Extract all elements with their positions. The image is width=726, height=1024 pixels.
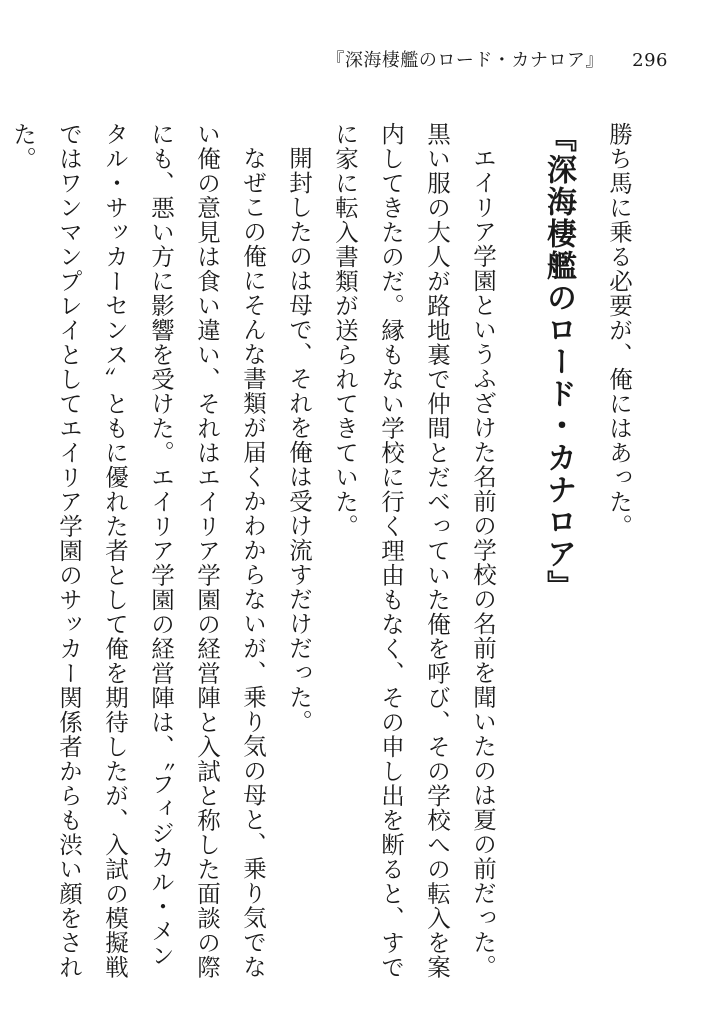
paragraph: エイリア学園というふざけた名前の学校の名前を聞いたのは夏の前だった。黒い服の大人が路地裏で仲間とだべっていた俺を呼び、その学校への転入を案内してきたのだ。縁もない学校に行く理由もなく、その申し出を断ると、すでに家に転入書類が送られてきていた。 (331, 122, 497, 980)
paragraph: なぜこの俺にそんな書類が届くかわからないが、乗り気の母と、乗り気でない俺の意見は食い違い、それはエイリア学園の経営陣と入試と称した面談の際にも、悪い方に影響を受けた。エイリア学園の経営陣は、〝フィジカル・メンタル・サッカーセンス〟ともに優れた者として俺を期待したが、入試の模擬戦ではワンマンプレイとしてエイリア学園のサッカー関係者からも渋い顔をされた。 (9, 122, 267, 980)
opening-line: 勝ち馬に乗る必要が、俺にはあった。 (605, 122, 633, 539)
chapter-title: 『深海棲艦のロード・カナロア』 (541, 122, 576, 602)
vertical-body-text (9, 122, 642, 982)
page-number: 296 (632, 50, 668, 71)
running-header (326, 46, 668, 72)
running-title: 『深海棲艦のロード・カナロア』 (326, 50, 604, 71)
paragraph: 開封したのは母で、それを俺は受け流すだけだった。 (285, 145, 313, 734)
